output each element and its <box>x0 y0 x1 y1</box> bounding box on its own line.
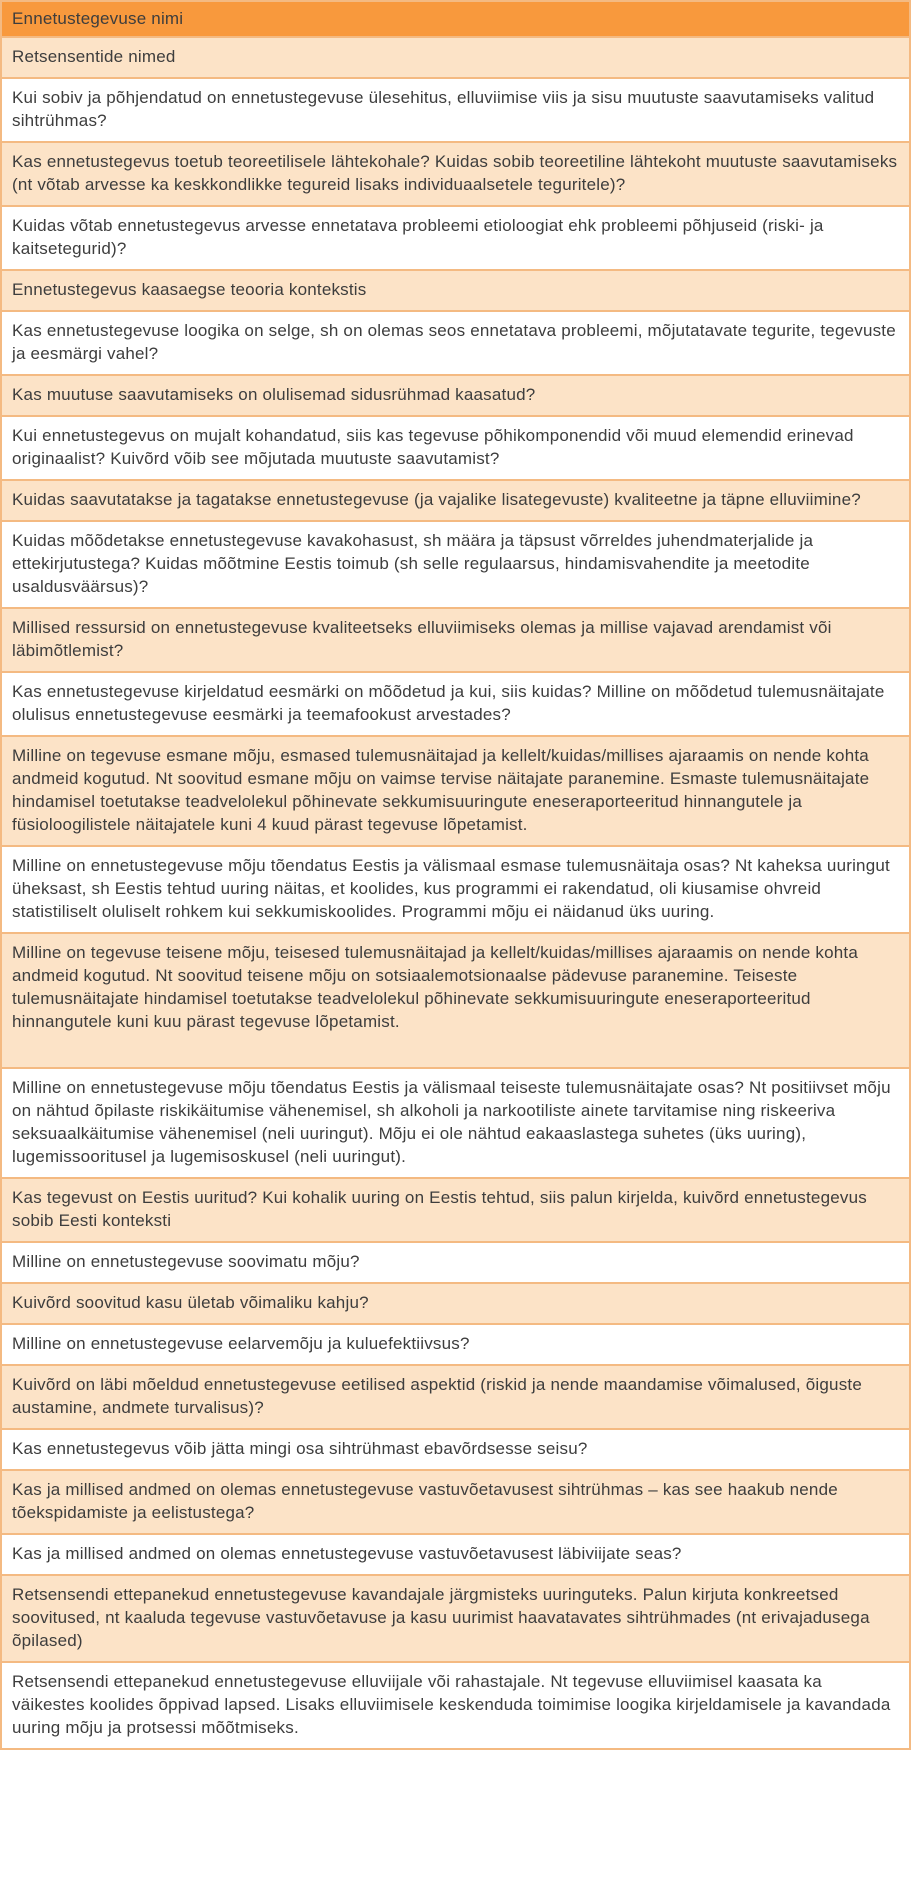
table-row <box>1 1429 910 1470</box>
table-cell: Kas tegevust on Eestis uuritud? Kui kohalik uuring on Eestis tehtud, siis palun kirjelda, kuivõrd ennetustegevus sobib Eesti konteksti <box>1 1178 910 1242</box>
table-cell: Kas ennetustegevuse loogika on selge, sh on olemas seos ennetatava probleemi, mõjutatavate tegurite, tegevuste ja eesmärgi vahel? <box>1 311 910 375</box>
table-row <box>1 608 910 672</box>
table-row <box>1 1365 910 1429</box>
table-cell: Kas ja millised andmed on olemas ennetustegevuse vastuvõetavusest sihtrühmas – kas see haakub nende tõekspidamiste ja eelistustega? <box>1 1470 910 1534</box>
table-header-cell: Ennetustegevuse nimi <box>1 1 910 37</box>
table-cell: Kuidas võtab ennetustegevus arvesse ennetatava probleemi etioloogiat ehk probleemi põhjuseid (riski- ja kaitsetegurid)? <box>1 206 910 270</box>
table-row <box>1 1662 910 1749</box>
table-header-row <box>1 1 910 37</box>
table-row <box>1 206 910 270</box>
table-cell: Milline on ennetustegevuse mõju tõendatus Eestis ja välismaal teiseste tulemusnäitajate osas? Nt positiivset mõju on nähtud õpilaste riskikäitumise vähenemisel, sh alkoholi ja narkootiliste ainete tarvitamise ning riskeeriva seksuaalkäitumise vähenemisel (neli uuringut). Mõju ei ole nähtud eakaaslastega suhetes (üks uuring), lugemissooritusel ja lugemisoskusel (neli uuringut). <box>1 1068 910 1178</box>
table-cell: Kui sobiv ja põhjendatud on ennetustegevuse ülesehitus, elluviimise viis ja sisu muutuste saavutamiseks valitud sihtrühmas? <box>1 78 910 142</box>
table-row <box>1 736 910 846</box>
table-row <box>1 78 910 142</box>
table-cell: Ennetustegevus kaasaegse teooria kontekstis <box>1 270 910 311</box>
table-cell: Milline on ennetustegevuse soovimatu mõju? <box>1 1242 910 1283</box>
table-cell: Retsensendi ettepanekud ennetustegevuse kavandajale järgmisteks uuringuteks. Palun kirjuta konkreetsed soovitused, nt kaaluda tegevuse vastuvõetavuse ja kasu uurimist haavatavates sihtrühmades (nt erivajadusega õpilased) <box>1 1575 910 1662</box>
table-cell: Milline on tegevuse teisene mõju, teisesed tulemusnäitajad ja kellelt/kuidas/millises ajaraamis on nende kohta andmeid kogutud. Nt soovitud teisene mõju on sotsiaalemotsionaalse pädevuse paranemine. Teiseste tulemusnäitajate hindamisel toetutakse teadvelolekul põhinevate sekkumisuuringute eneseraporteeritud hinnangutele kuni kuu pärast tegevuse lõpetamist. <box>1 933 910 1068</box>
table-cell: Kas ennetustegevus toetub teoreetilisele lähtekohale? Kuidas sobib teoreetiline lähtekoht muutuste saavutamiseks (nt võtab arvesse ka keskkondlikke tegureid lisaks individuaalsetele teguritele)? <box>1 142 910 206</box>
table-row <box>1 933 910 1068</box>
table-row <box>1 1178 910 1242</box>
table-row <box>1 142 910 206</box>
table-row <box>1 1575 910 1662</box>
table-row <box>1 1534 910 1575</box>
table-cell: Kas ja millised andmed on olemas ennetustegevuse vastuvõetavusest läbiviijate seas? <box>1 1534 910 1575</box>
table-cell: Milline on ennetustegevuse eelarvemõju ja kuluefektiivsus? <box>1 1324 910 1365</box>
table-row <box>1 270 910 311</box>
table-row <box>1 1324 910 1365</box>
table-cell: Kas ennetustegevus võib jätta mingi osa sihtrühmast ebavõrdsesse seisu? <box>1 1429 910 1470</box>
table-cell: Kuidas mõõdetakse ennetustegevuse kavakohasust, sh määra ja täpsust võrreldes juhendmaterjalide ja ettekirjutustega? Kuidas mõõtmine Eestis toimub (sh selle regulaarsus, hindamisvahendite ja meetodite usaldusväärsus)? <box>1 521 910 608</box>
table-cell: Kuivõrd on läbi mõeldud ennetustegevuse eetilised aspektid (riskid ja nende maandamise võimalused, õiguste austamine, andmete turvalisus)? <box>1 1365 910 1429</box>
table-row <box>1 37 910 78</box>
table-row <box>1 311 910 375</box>
table-row <box>1 521 910 608</box>
table-cell: Kas muutuse saavutamiseks on olulisemad sidusrühmad kaasatud? <box>1 375 910 416</box>
table-cell: Kuidas saavutatakse ja tagatakse ennetustegevuse (ja vajalike lisategevuste) kvaliteetne ja täpne elluviimine? <box>1 480 910 521</box>
table-row <box>1 1470 910 1534</box>
table-row <box>1 1283 910 1324</box>
table-cell: Retsensendi ettepanekud ennetustegevuse elluviijale või rahastajale. Nt tegevuse elluviimisel kaasata ka väikestes koolides õppivad lapsed. Lisaks elluviimisele keskenduda toimimise loogika kirjeldamisele ja kavandada uuring mõju ja protsessi mõõtmiseks. <box>1 1662 910 1749</box>
table-row <box>1 416 910 480</box>
table-row <box>1 672 910 736</box>
table-cell: Retsensentide nimed <box>1 37 910 78</box>
table-cell: Milline on tegevuse esmane mõju, esmased tulemusnäitajad ja kellelt/kuidas/millises ajaraamis on nende kohta andmeid kogutud. Nt soovitud esmane mõju on vaimse tervise näitajate paranemine. Esmaste tulemusnäitajate hindamisel toetutakse teadvelolekul põhinevate sekkumisuuringute eneseraporteeritud hinnangutele ja füsioloogilistele näitajatele kuni 4 kuud pärast tegevuse lõpetamist. <box>1 736 910 846</box>
table-cell: Kas ennetustegevuse kirjeldatud eesmärki on mõõdetud ja kui, siis kuidas? Milline on mõõdetud tulemusnäitajate olulisus ennetustegevuse eesmärki ja teemafookust arvestades? <box>1 672 910 736</box>
table-cell: Millised ressursid on ennetustegevuse kvaliteetseks elluviimiseks olemas ja millise vajavad arendamist või läbimõtlemist? <box>1 608 910 672</box>
table-row <box>1 375 910 416</box>
table-cell: Kuivõrd soovitud kasu ületab võimaliku kahju? <box>1 1283 910 1324</box>
table-row <box>1 1068 910 1178</box>
table-cell: Milline on ennetustegevuse mõju tõendatus Eestis ja välismaal esmase tulemusnäitaja osas? Nt kaheksa uuringut üheksast, sh Eestis tehtud uuring näitas, et koolides, kus programmi ei rakendatud, oli kiusamise ohvreid statistiliselt oluliselt rohkem kui sekkumiskoolides. Programmi mõju ei näidanud üks uuring. <box>1 846 910 933</box>
table-cell: Kui ennetustegevus on mujalt kohandatud, siis kas tegevuse põhikomponendid või muud elemendid erinevad originaalist? Kuivõrd võib see mõjutada muutuste saavutamist? <box>1 416 910 480</box>
table-row <box>1 846 910 933</box>
table-row <box>1 1242 910 1283</box>
table-row <box>1 480 910 521</box>
